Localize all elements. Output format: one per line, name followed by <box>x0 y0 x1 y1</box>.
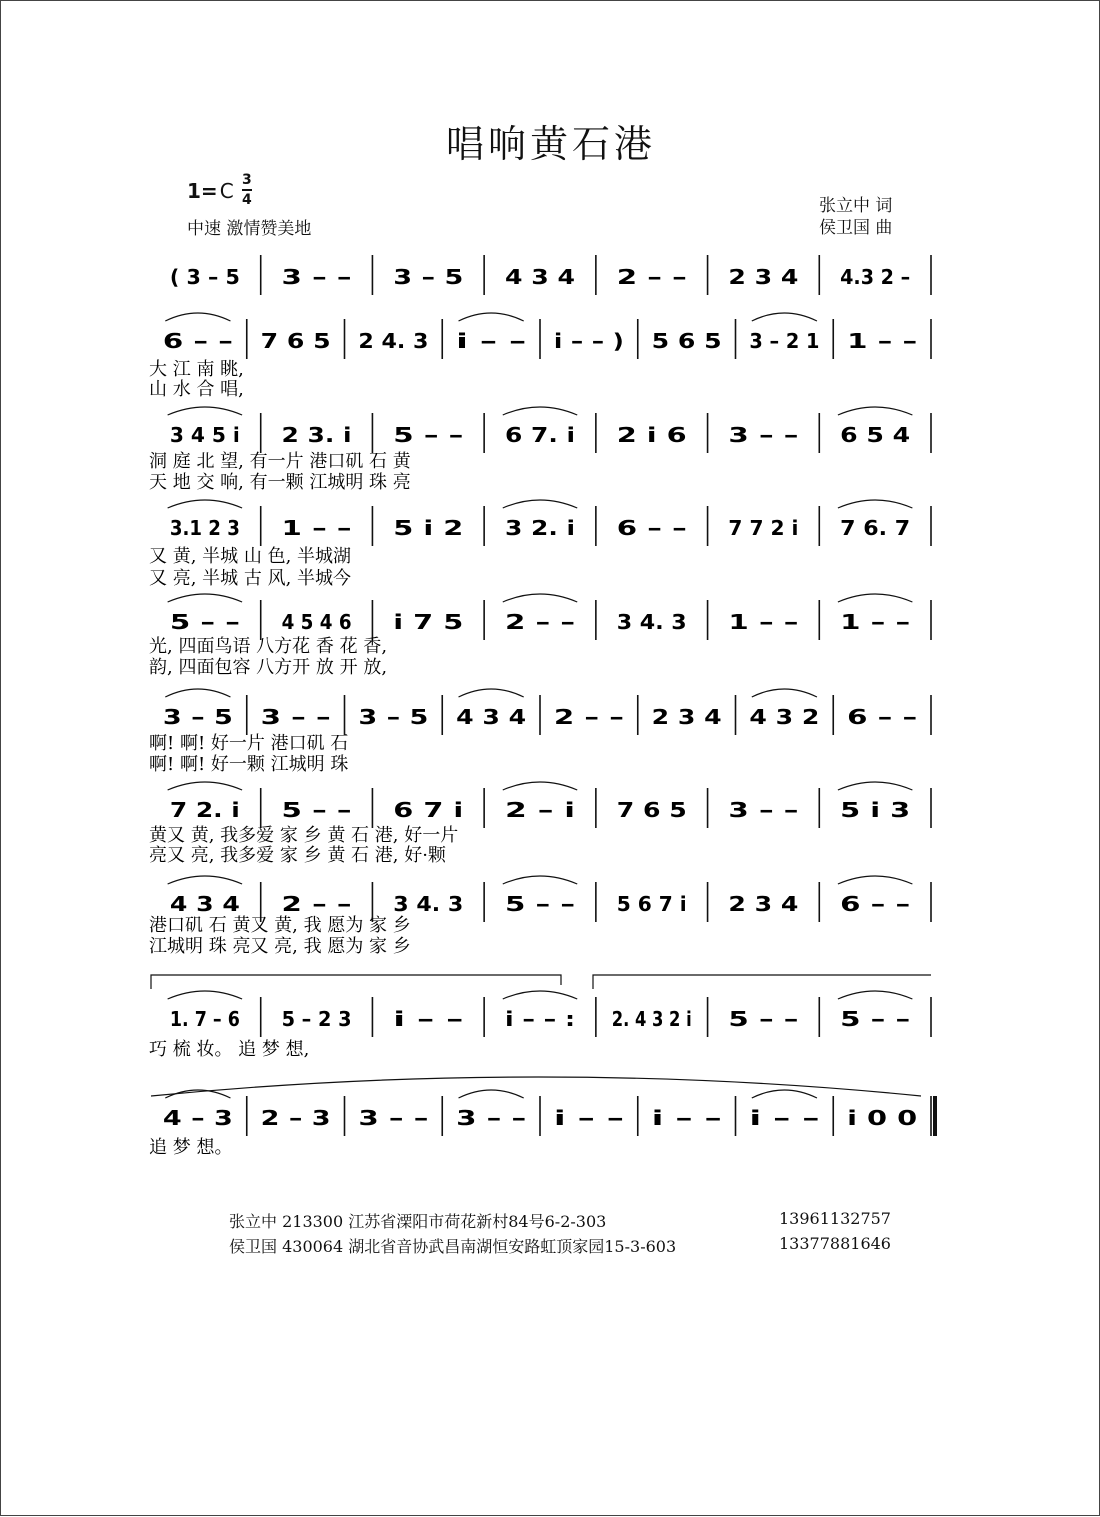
slur-arc <box>168 782 242 790</box>
measure: 2 3 4 <box>728 892 799 916</box>
contact-line-1: 张立中 213300 江苏省溧阳市荷花新村84号6-2-303 <box>229 1212 607 1231</box>
slur-arc <box>503 500 577 508</box>
contact-line-2: 侯卫国 430064 湖北省音协武昌南湖恒安路虹顶家园15-3-603 <box>229 1237 677 1256</box>
measure: 3 – – <box>456 1106 527 1130</box>
measure: 5 6 7 i <box>616 892 687 916</box>
slur-arc <box>459 313 524 321</box>
lyric-line: 山 水 合 唱, <box>149 379 244 400</box>
measure: 4 – 3 <box>162 1106 233 1130</box>
measure: 6 5 4 <box>840 423 911 447</box>
lyric-line: 巧 梳 妆。 追 梦 想, <box>149 1039 310 1060</box>
measure: 3 – – <box>281 265 352 289</box>
measure: 2 – i <box>505 798 575 822</box>
measure: 3 4 5 i <box>169 423 240 447</box>
measure: 7 6 5 <box>260 329 331 353</box>
measure: 4 3 4 <box>505 265 575 289</box>
contact-phone-2: 13377881646 <box>779 1234 891 1253</box>
slur-arc <box>503 991 577 999</box>
lyric-line: 洞 庭 北 望, 有一片 港口矶 石 黄 <box>149 451 411 472</box>
measure: 5 – – <box>505 892 575 916</box>
slur-arc <box>165 313 230 321</box>
tempo-marking: 中速 激情赞美地 <box>187 219 312 239</box>
measure: 6 – – <box>616 516 687 540</box>
measure: 2 3 4 <box>728 265 799 289</box>
lyric-line: 啊! 啊! 好一颗 江城明 珠 <box>149 754 349 775</box>
measure: 5 i 3 <box>840 798 911 822</box>
slur-arc <box>503 876 577 884</box>
measure: 3 – 5 <box>393 265 464 289</box>
measure: 6 7. i <box>505 423 575 447</box>
measure: 3 – 5 <box>358 705 429 729</box>
volta-bracket-1 <box>151 975 561 989</box>
lyric-line: 黄又 黄, 我多爱 家 乡 黄 石 港, 好一片 <box>149 825 459 846</box>
slur-arc <box>165 689 230 697</box>
measure: 7 6 5 <box>616 798 687 822</box>
measure: 2 4. 3 <box>358 329 429 353</box>
measure: 2 i 6 <box>616 423 687 447</box>
slur-arc <box>168 500 242 508</box>
measure: 6 – – <box>162 329 233 353</box>
lyric-line: 追 梦 想。 <box>149 1137 233 1158</box>
measure: 2 – – <box>553 705 624 729</box>
measure: 4 5 4 6 <box>281 610 352 634</box>
measure: 1 – – <box>847 329 918 353</box>
measure: 5 – – <box>169 610 240 634</box>
slur-arc <box>838 500 912 508</box>
slur-arc <box>503 407 577 415</box>
measure: 4 3 4 <box>169 892 240 916</box>
measure: 5 – – <box>840 1007 911 1031</box>
measure: 2 – – <box>505 610 575 634</box>
measure: 3 4. 3 <box>393 892 464 916</box>
slur-arc <box>168 407 242 415</box>
slur-arc <box>752 313 817 321</box>
slur-arc <box>168 594 242 602</box>
measure: 3 – 2 1 <box>749 329 820 353</box>
measure: 2 – – <box>281 892 352 916</box>
measure: 5 6 5 <box>651 329 722 353</box>
measure: 5 i 2 <box>393 516 464 540</box>
measure: 2 – 3 <box>260 1106 331 1130</box>
measure: i – – : <box>505 1007 575 1031</box>
measure: 3 2. i <box>505 516 575 540</box>
composer-credit: 侯卫国 曲 <box>819 218 893 238</box>
slur-arc <box>459 1090 524 1098</box>
measure: 3 – – <box>728 798 799 822</box>
measure: 6 – – <box>840 892 911 916</box>
measure: 7 6. 7 <box>840 516 911 540</box>
measure: 4 3 2 <box>749 705 820 729</box>
measure: 7 7 2 i <box>728 516 799 540</box>
measure: 2 – – <box>616 265 687 289</box>
measure: i 7 5 <box>393 610 464 634</box>
slur-arc <box>752 1090 817 1098</box>
measure: 5 – 2 3 <box>281 1007 352 1031</box>
measure: 1 – – <box>840 610 911 634</box>
slur-arc <box>752 689 817 697</box>
measure: 3 4. 3 <box>616 610 687 634</box>
measure: i 0 0 <box>847 1106 918 1130</box>
measure: i – – <box>553 1106 624 1130</box>
measure: i – – <box>749 1106 820 1130</box>
lyric-line: 江城明 珠 亮又 亮, 我 愿为 家 乡 <box>149 936 411 957</box>
slur-arc <box>838 876 912 884</box>
measure: 7 2. i <box>169 798 240 822</box>
measure: 4.3 2 – <box>840 265 911 289</box>
key-signature: 1= C <box>187 179 234 203</box>
measure: i – – <box>456 329 527 353</box>
measure: 1. 7 – 6 <box>169 1007 240 1031</box>
measure: 2 3. i <box>281 423 352 447</box>
slur-arc <box>838 594 912 602</box>
measure: 3 – – <box>728 423 799 447</box>
slur-arc <box>838 991 912 999</box>
lyric-line: 港口矶 石 黄又 黄, 我 愿为 家 乡 <box>149 915 411 936</box>
volta-bracket-2 <box>593 975 931 989</box>
song-title: 唱响黄石港 <box>445 122 656 166</box>
contact-phone-1: 13961132757 <box>779 1209 891 1228</box>
lyric-line: 啊! 啊! 好一片 港口矶 石 <box>149 733 349 754</box>
measure: 3 – – <box>358 1106 429 1130</box>
lyricist-credit: 张立中 词 <box>819 196 893 216</box>
measure: i – – <box>393 1007 464 1031</box>
lyric-line: 大 江 南 眺, <box>149 359 244 380</box>
lyric-line: 韵, 四面包容 八方开 放 开 放, <box>149 657 388 678</box>
measure: 2 3 4 <box>651 705 722 729</box>
lyric-line: 天 地 交 响, 有一颗 江城明 珠 亮 <box>149 472 411 493</box>
measure: 6 7 i <box>393 798 464 822</box>
measure: 6 – – <box>847 705 918 729</box>
lyric-line: 亮又 亮, 我多爱 家 乡 黄 石 港, 好·颗 <box>149 845 446 866</box>
slur-arc <box>503 782 577 790</box>
measure: 4 3 4 <box>456 705 527 729</box>
measure: 1 – – <box>281 516 352 540</box>
measure: 3 – – <box>260 705 331 729</box>
slur-arc <box>503 594 577 602</box>
lyric-line: 又 黄, 半城 山 色, 半城湖 <box>149 546 352 567</box>
measure: 5 – – <box>728 1007 799 1031</box>
measure: 3 – 5 <box>162 705 233 729</box>
time-signature: 3 4 <box>242 172 252 208</box>
measure: i – – ) <box>553 329 624 353</box>
notation-area <box>1 1 1100 1517</box>
slur-arc <box>168 876 242 884</box>
lyric-line: 光, 四面鸟语 八方花 香 花 香, <box>149 636 388 657</box>
measure: i – – <box>651 1106 722 1130</box>
lyric-line: 又 亮, 半城 古 风, 半城今 <box>149 568 352 589</box>
slur-arc <box>838 407 912 415</box>
slur-arc <box>168 991 242 999</box>
measure: ( 3 – 5 <box>169 265 240 289</box>
measure: 2. 4 3 2 i <box>611 1007 692 1031</box>
measure: 5 – – <box>281 798 352 822</box>
measure: 3.1 2 3 <box>169 516 240 540</box>
slur-arc <box>459 689 524 697</box>
measure: 1 – – <box>728 610 799 634</box>
slur-arc <box>838 782 912 790</box>
measure: 5 – – <box>393 423 464 447</box>
